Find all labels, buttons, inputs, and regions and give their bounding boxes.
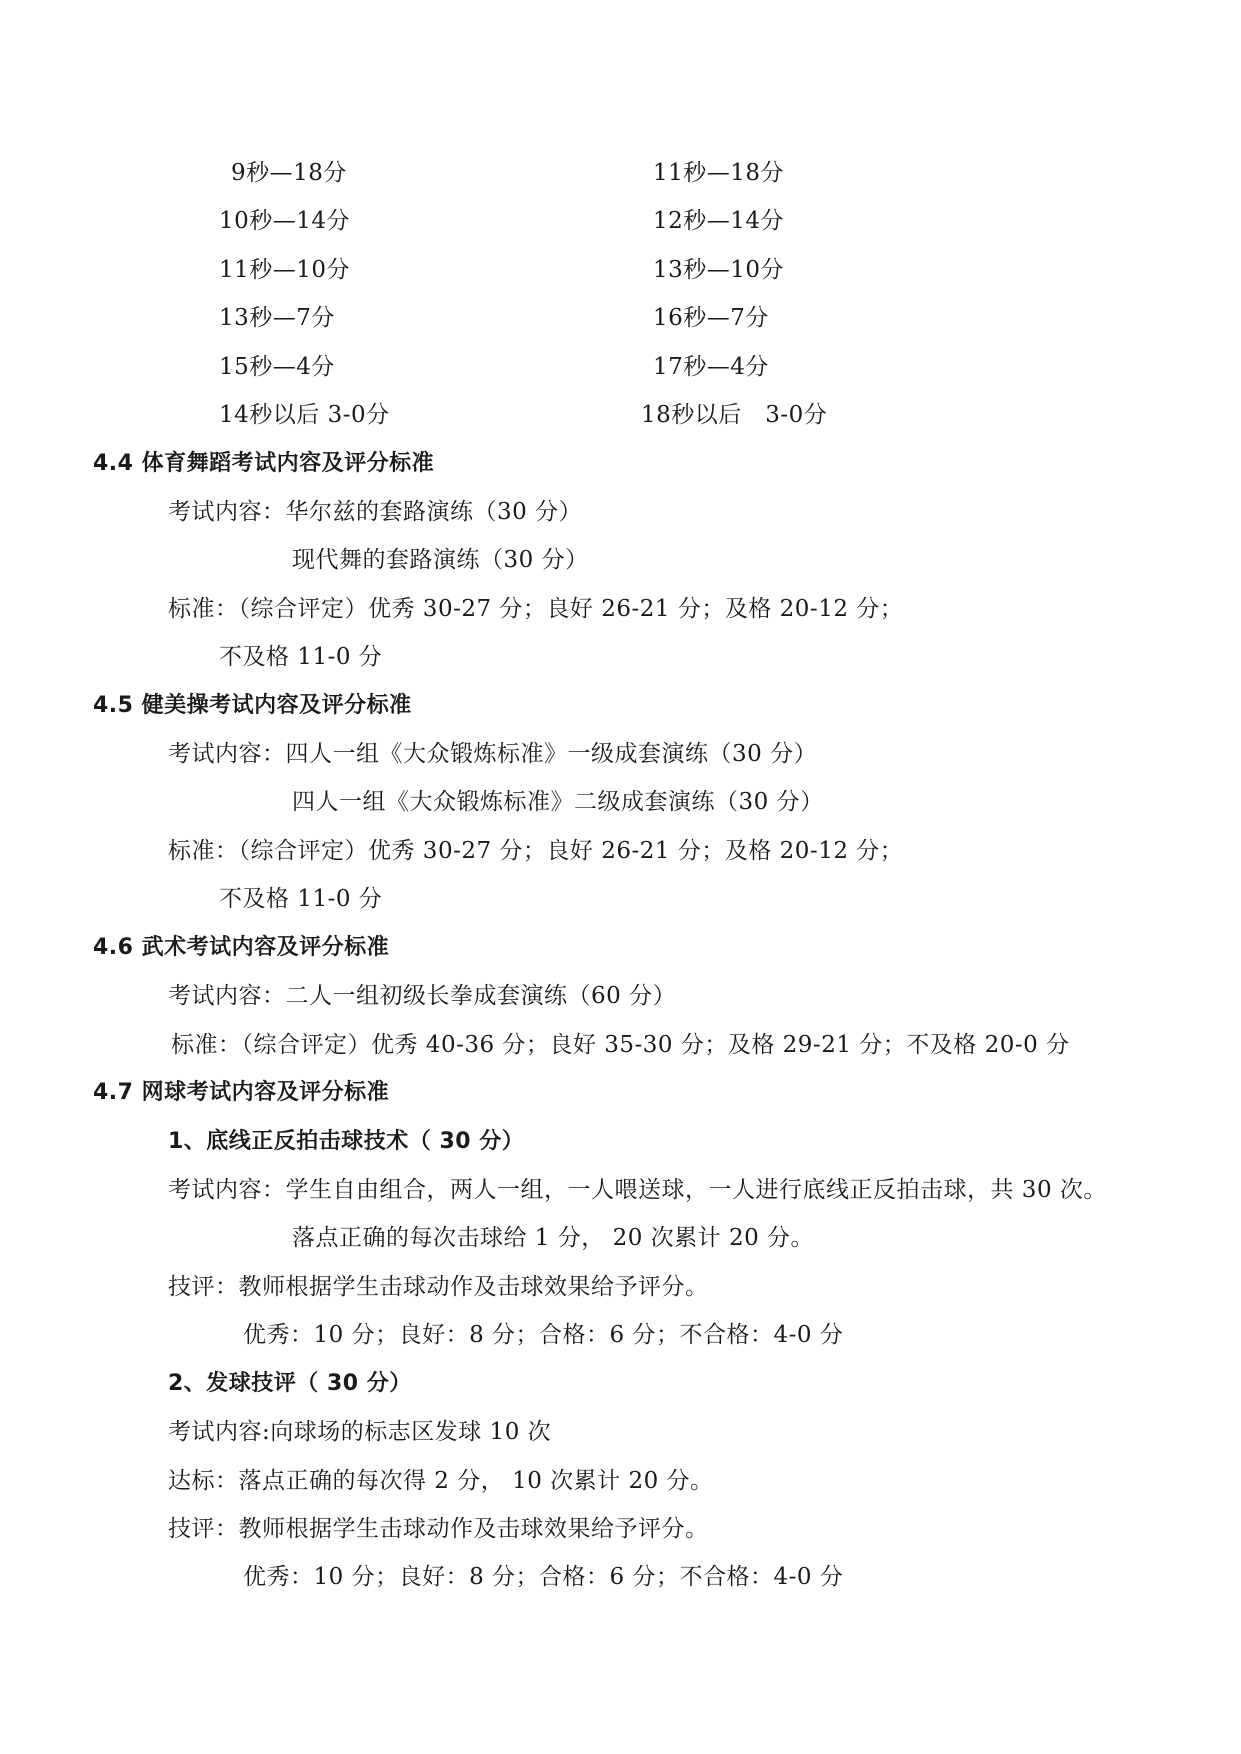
timing-right-1: 12秒—14分: [653, 208, 785, 234]
s47-sub1-title: 1、底线正反拍击球技术（ 30 分）: [168, 1129, 525, 1154]
timing-right-4: 17秒—4分: [653, 354, 769, 380]
s47-sub1-skill: 技评：教师根据学生击球动作及击球效果给予评分。: [168, 1274, 709, 1300]
s47-sub1-grades: 优秀：10 分；良好：8 分；合格：6 分；不合格：4-0 分: [243, 1322, 844, 1348]
timing-right-0: 11秒—18分: [653, 160, 785, 186]
s44-fail: 不及格 11-0 分: [219, 644, 383, 670]
s47-sub2-title: 2、发球技评（ 30 分）: [168, 1371, 412, 1396]
s44-content-1: 考试内容：华尔兹的套路演练（30 分）: [168, 499, 583, 525]
s44-content-2: 现代舞的套路演练（30 分）: [292, 547, 589, 573]
timing-left-5: 14秒以后 3-0分: [219, 402, 390, 428]
section-4-5-heading: 4.5 健美操考试内容及评分标准: [93, 693, 412, 718]
timing-right-5: 18秒以后 3-0分: [641, 402, 828, 428]
s47-sub2-target: 达标：落点正确的每次得 2 分， 10 次累计 20 分。: [168, 1468, 714, 1494]
section-4-4-heading: 4.4 体育舞蹈考试内容及评分标准: [93, 451, 435, 476]
s45-content-1: 考试内容：四人一组《大众锻炼标准》一级成套演练（30 分）: [168, 741, 818, 767]
s47-sub2-grades: 优秀：10 分；良好：8 分；合格：6 分；不合格：4-0 分: [243, 1564, 844, 1590]
section-4-6-heading: 4.6 武术考试内容及评分标准: [93, 935, 390, 960]
timing-left-0: 9秒—18分: [231, 160, 347, 186]
s47-sub2-skill: 技评：教师根据学生击球动作及击球效果给予评分。: [168, 1516, 709, 1542]
timing-left-2: 11秒—10分: [219, 257, 351, 283]
s46-content: 考试内容：二人一组初级长拳成套演练（60 分）: [168, 983, 677, 1009]
s47-sub2-content: 考试内容:向球场的标志区发球 10 次: [168, 1419, 552, 1445]
s47-sub1-content-2: 落点正确的每次击球给 1 分， 20 次累计 20 分。: [292, 1225, 815, 1251]
s47-sub1-content-1: 考试内容：学生自由组合，两人一组，一人喂送球，一人进行底线正反拍击球，共 30 次。: [168, 1177, 1107, 1203]
timing-right-3: 16秒—7分: [653, 305, 769, 331]
timing-right-2: 13秒—10分: [653, 257, 785, 283]
section-4-7-heading: 4.7 网球考试内容及评分标准: [93, 1080, 390, 1105]
timing-left-3: 13秒—7分: [219, 305, 335, 331]
s45-standard: 标准：（综合评定）优秀 30-27 分；良好 26-21 分；及格 20-12 分；: [168, 838, 904, 864]
s45-content-2: 四人一组《大众锻炼标准》二级成套演练（30 分）: [292, 789, 824, 815]
timing-left-4: 15秒—4分: [219, 354, 335, 380]
s44-standard: 标准：（综合评定）优秀 30-27 分；良好 26-21 分；及格 20-12 分；: [168, 596, 904, 622]
timing-left-1: 10秒—14分: [219, 208, 351, 234]
s45-fail: 不及格 11-0 分: [219, 886, 383, 912]
s46-standard: 标准：（综合评定）优秀 40-36 分；良好 35-30 分；及格 29-21 分；不及格 20-0 分: [171, 1032, 1070, 1058]
